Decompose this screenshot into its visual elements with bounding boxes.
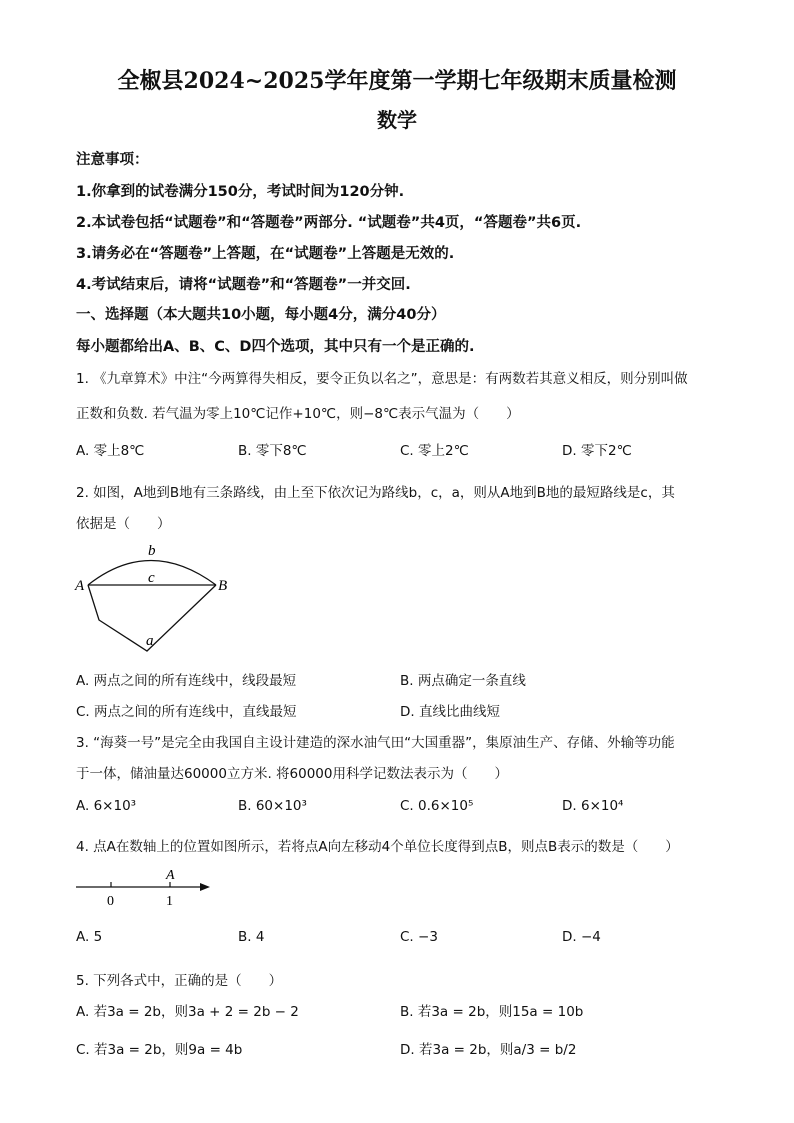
notes-heading: 注意事项： — [76, 152, 149, 168]
question-2-line-2: 依据是（ ） — [76, 516, 171, 532]
label-a: a — [146, 633, 154, 649]
question-5-option-d[interactable]: D. 若3a = 2b，则a/3 = b/2 — [400, 1042, 577, 1058]
question-2-option-a[interactable]: A. 两点之间的所有连线中，线段最短 — [76, 673, 297, 689]
exam-title: 全椒县2024~2025学年度第一学期七年级期末质量检测 — [117, 68, 677, 94]
question-5-line-1: 5. 下列各式中，正确的是（ ） — [76, 973, 283, 989]
question-1-line-1: 1. 《九章算术》中注“今两算得失相反，要令正负以名之”，意思是：有两数若其意义相反，则分别叫做 — [76, 371, 688, 387]
question-4-option-a[interactable]: A. 5 — [76, 929, 103, 945]
label-A: A — [75, 578, 85, 594]
point-A-label: A — [166, 868, 175, 883]
question-3-option-b[interactable]: B. 60×10³ — [238, 798, 307, 814]
route-figure — [70, 538, 250, 656]
question-1-option-d[interactable]: D. 零下2℃ — [562, 443, 632, 459]
question-3-line-1: 3. “海葵一号”是完全由我国自主设计建造的深水油气田“大国重器”，集原油生产、存储、外输等功能 — [76, 735, 675, 751]
label-b: b — [148, 543, 156, 559]
section-instruction: 每小题都给出A、B、C、D四个选项，其中只有一个是正确的. — [76, 339, 475, 355]
question-5-option-c[interactable]: C. 若3a = 2b，则9a = 4b — [76, 1042, 243, 1058]
question-1-line-2: 正数和负数. 若气温为零上10℃记作+10℃，则−8℃表示气温为（ ） — [76, 406, 520, 422]
tick-label-1: 1 — [166, 894, 173, 909]
label-c: c — [148, 570, 155, 586]
note-item: 4.考试结束后，请将“试题卷”和“答题卷”一并交回. — [76, 277, 411, 293]
question-4-option-b[interactable]: B. 4 — [238, 929, 265, 945]
question-2-option-b[interactable]: B. 两点确定一条直线 — [400, 673, 526, 689]
question-5-option-a[interactable]: A. 若3a = 2b，则3a + 2 = 2b − 2 — [76, 1004, 299, 1020]
number-line-figure — [70, 862, 220, 912]
subject-title: 数学 — [377, 108, 417, 132]
note-item: 3.请务必在“答题卷”上答题，在“试题卷”上答题是无效的. — [76, 246, 455, 262]
question-4-option-c[interactable]: C. −3 — [400, 929, 438, 945]
question-2-option-c[interactable]: C. 两点之间的所有连线中，直线最短 — [76, 704, 297, 720]
question-3-option-c[interactable]: C. 0.6×10⁵ — [400, 798, 474, 814]
question-4-option-d[interactable]: D. −4 — [562, 929, 601, 945]
question-3-option-d[interactable]: D. 6×10⁴ — [562, 798, 624, 814]
question-5-option-b[interactable]: B. 若3a = 2b，则15a = 10b — [400, 1004, 584, 1020]
tick-label-0: 0 — [107, 894, 114, 909]
question-2-line-1: 2. 如图，A地到B地有三条路线，由上至下依次记为路线b，c，a，则从A地到B地的最短路线是c，其 — [76, 485, 675, 501]
number-line-arrow — [200, 883, 210, 891]
question-3-line-2: 于一体，储油量达60000立方米. 将60000用科学记数法表示为（ ） — [76, 766, 508, 782]
question-3-option-a[interactable]: A. 6×10³ — [76, 798, 137, 814]
question-1-option-c[interactable]: C. 零上2℃ — [400, 443, 469, 459]
question-1-option-a[interactable]: A. 零上8℃ — [76, 443, 145, 459]
label-B: B — [218, 578, 228, 594]
question-1-option-b[interactable]: B. 零下8℃ — [238, 443, 307, 459]
section-heading: 一、选择题（本大题共10小题，每小题4分，满分40分） — [76, 307, 446, 323]
question-2-option-d[interactable]: D. 直线比曲线短 — [400, 704, 500, 720]
note-item: 2.本试卷包括“试题卷”和“答题卷”两部分. “试题卷”共4页，“答题卷”共6页. — [76, 215, 582, 231]
note-item: 1.你拿到的试卷满分150分，考试时间为120分钟. — [76, 184, 405, 200]
question-4-line-1: 4. 点A在数轴上的位置如图所示，若将点A向左移动4个单位长度得到点B，则点B表示的数是（ ） — [76, 839, 679, 855]
